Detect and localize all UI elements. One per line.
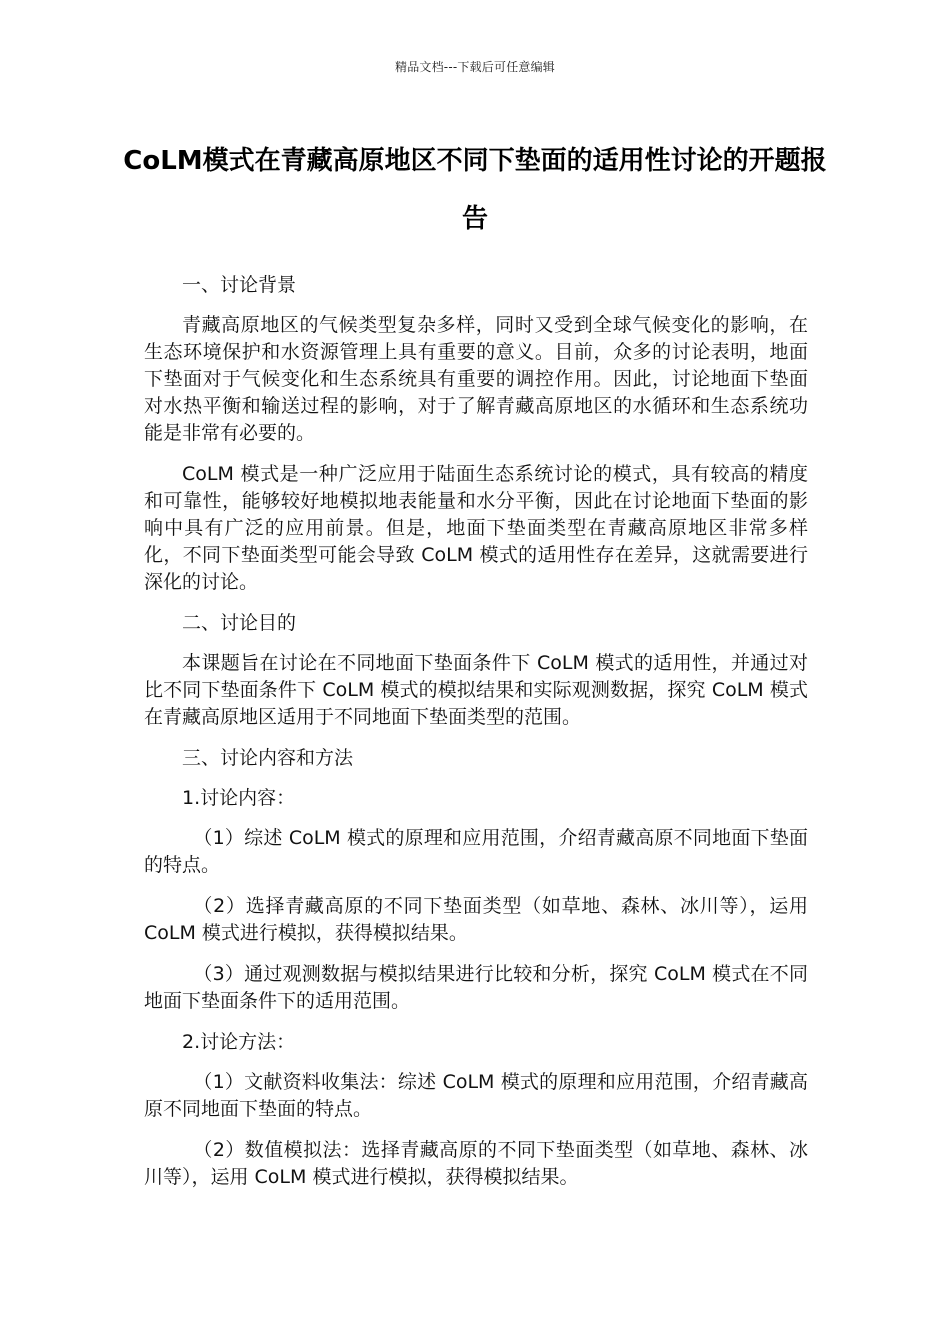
paragraph-background-1: 青藏高原地区的气候类型复杂多样，同时又受到全球气候变化的影响，在生态环境保护和水资源管理上具有重要的意义。目前，众多的讨论表明，地面下垫面对于气候变化和生态系统具有重要的调控作用。因此，讨论地面下垫面对水热平衡和输送过程的影响，对于了解青藏高原地区的水循环和生态系统功能是非常有必要的。	[144, 314, 808, 444]
method-item-2: （2）数值模拟法：选择青藏高原的不同下垫面类型（如草地、森林、冰川等），运用 CoLM 模式进行模拟，获得模拟结果。	[144, 1139, 808, 1188]
method-item-1: （1）文献资料收集法：综述 CoLM 模式的原理和应用范围，介绍青藏高原不同地面下垫面的特点。	[144, 1071, 808, 1120]
section-heading-background: 一、讨论背景	[182, 274, 297, 296]
paragraph-background-2: CoLM 模式是一种广泛应用于陆面生态系统讨论的模式，具有较高的精度和可靠性，能够较好地模拟地表能量和水分平衡，因此在讨论地面下垫面的影响中具有广泛的应用前景。但是，地面下垫面类型在青藏高原地区非常多样化，不同下垫面类型可能会导致 CoLM 模式的适用性存在差异，这就需要进行深化的讨论。	[144, 463, 808, 593]
document-title: CoLM模式在青藏高原地区不同下垫面的适用性讨论的开题报告	[123, 146, 827, 234]
header-note: 精品文档---下载后可任意编辑	[395, 60, 555, 74]
content-item-3: （3）通过观测数据与模拟结果进行比较和分析，探究 CoLM 模式在不同地面下垫面条件下的适用范围。	[144, 963, 808, 1012]
content-item-2: （2）选择青藏高原的不同下垫面类型（如草地、森林、冰川等），运用 CoLM 模式进行模拟，获得模拟结果。	[144, 895, 808, 944]
subheading-content: 1.讨论内容：	[182, 787, 296, 809]
section-heading-purpose: 二、讨论目的	[182, 612, 297, 634]
section-heading-content-method: 三、讨论内容和方法	[182, 747, 354, 769]
subheading-method: 2.讨论方法：	[182, 1031, 296, 1053]
content-item-1: （1）综述 CoLM 模式的原理和应用范围，介绍青藏高原不同地面下垫面的特点。	[144, 827, 808, 876]
document-body	[144, 272, 808, 1205]
paragraph-purpose-1: 本课题旨在讨论在不同地面下垫面条件下 CoLM 模式的适用性，并通过对比不同下垫面条件下 CoLM 模式的模拟结果和实际观测数据，探究 CoLM 模式在青藏高原地区适用于不同地面下垫面类型的范围。	[144, 652, 808, 728]
